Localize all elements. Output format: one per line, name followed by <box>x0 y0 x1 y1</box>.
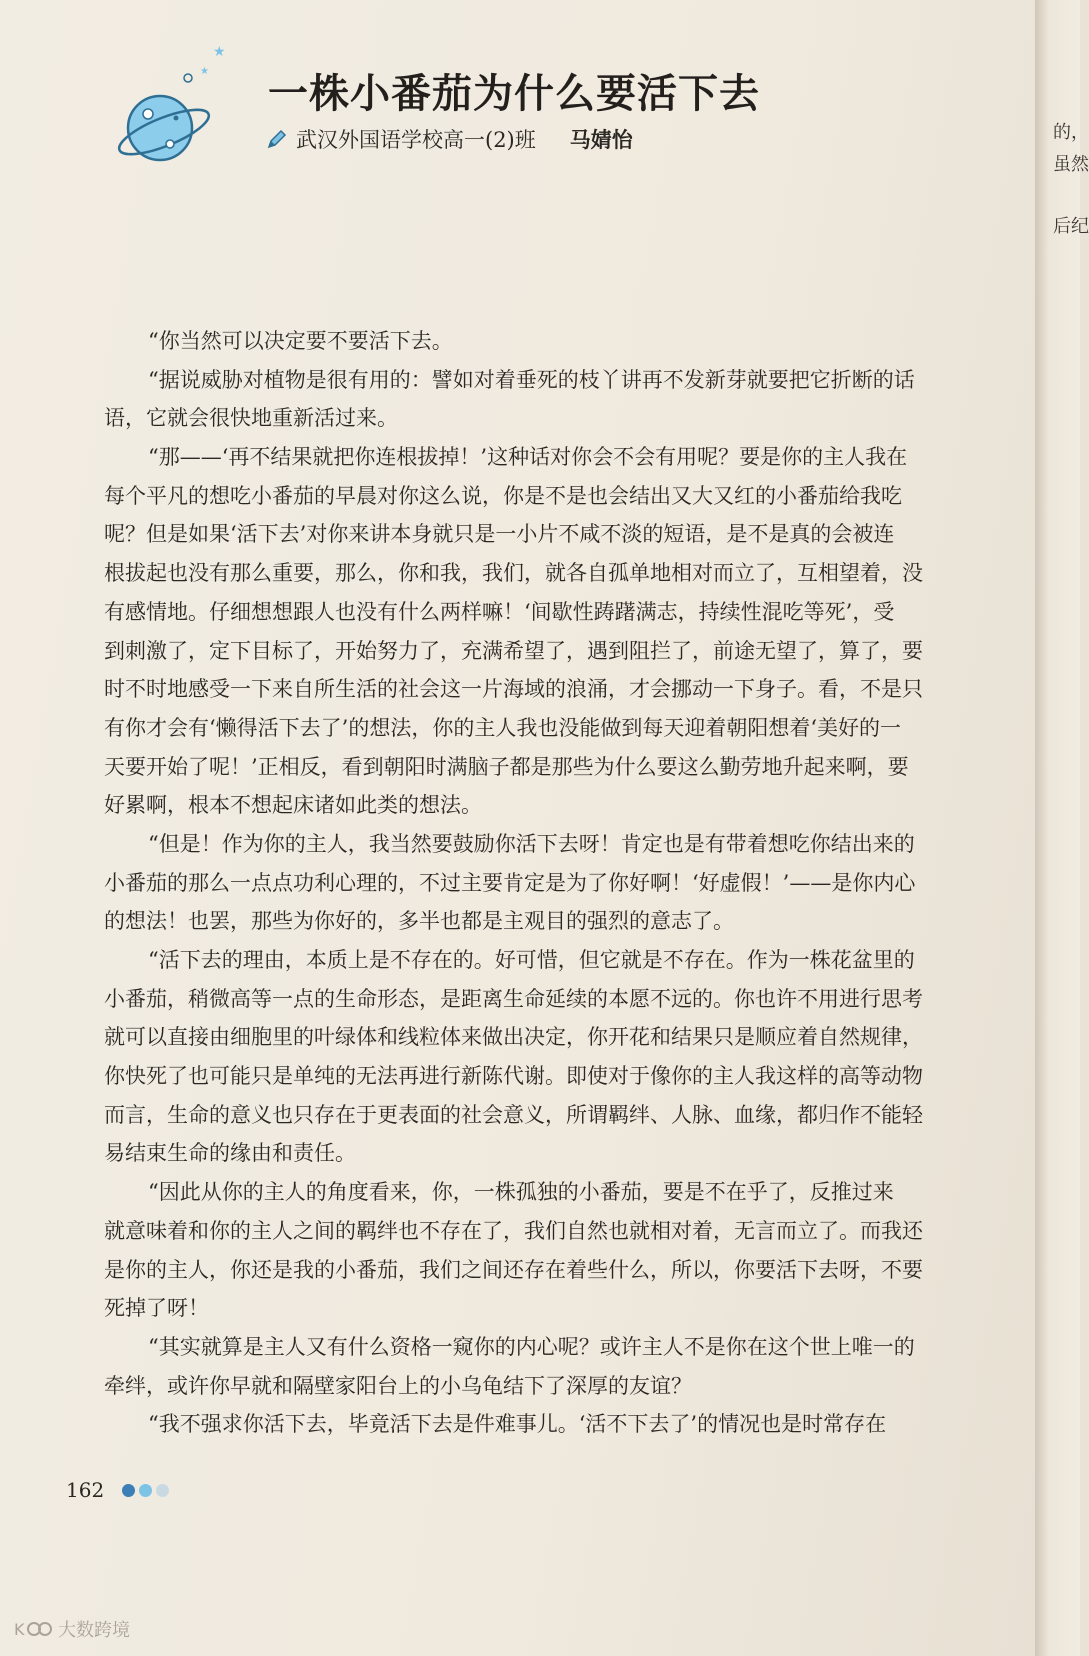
watermark-logo-icon <box>14 1617 52 1641</box>
body-text-line: 时不时地感受一下来自所生活的社会这一片海域的浪涌，才会挪动一下身子。看，不是只 <box>104 677 923 702</box>
body-text-line: 好累啊，根本不想起床诸如此类的想法。 <box>104 793 482 818</box>
byline <box>266 124 633 154</box>
adjacent-page-text: 虽然 <box>1053 154 1089 175</box>
body-text-line: 有你才会有‘懒得活下去了’的想法，你的主人我也没能做到每天迎着朝阳想着‘美好的一 <box>104 715 902 740</box>
svg-text:★: ★ <box>200 66 209 77</box>
body-text-line: 小番茄，稍微高等一点的生命形态，是距离生命延续的本愿不远的。你也许不用进行思考 <box>104 986 923 1011</box>
body-text-line: “因此从你的主人的角度看来，你，一株孤独的小番茄，要是不在乎了，反推过来 <box>148 1180 894 1205</box>
pencil-icon <box>266 128 288 150</box>
body-text-line: 牵绊，或许你早就和隔壁家阳台上的小乌龟结下了深厚的友谊？ <box>104 1373 692 1398</box>
svg-text:K: K <box>14 1620 25 1639</box>
dot-icon <box>156 1484 169 1497</box>
adjacent-page-text: 的， <box>1053 122 1089 143</box>
dot-icon <box>139 1484 152 1497</box>
body-text-line: 每个平凡的想吃小番茄的早晨对你这么说，你是不是也会结出又大又红的小番茄给我吃 <box>104 483 902 508</box>
body-text-line: 语，它就会很快地重新活过来。 <box>104 406 398 431</box>
body-text-line: “但是！作为你的主人，我当然要鼓励你活下去呀！肯定也是有带着想吃你结出来的 <box>148 831 915 856</box>
body-text-line: 就可以直接由细胞里的叶绿体和线粒体来做出决定，你开花和结果只是顺应着自然规律， <box>104 1025 923 1050</box>
body-text-line: 的想法！也罢，那些为你好的，多半也都是主观目的强烈的意志了。 <box>104 909 734 934</box>
body-text-line: 死掉了呀！ <box>104 1296 209 1321</box>
body-text-line: 呢？但是如果‘活下去’对你来讲本身就只是一小片不咸不淡的短语，是不是真的会被连 <box>104 522 895 547</box>
body-text-line: 就意味着和你的主人之间的羁绊也不存在了，我们自然也就相对着，无言而立了。而我还 <box>104 1218 923 1243</box>
body-text-line: 你快死了也可能只是单纯的无法再进行新陈代谢。即使对于像你的主人我这样的高等动物 <box>104 1064 923 1089</box>
body-text-line: 而言，生命的意义也只存在于更表面的社会意义，所谓羁绊、人脉、血缘，都归作不能轻 <box>104 1102 923 1127</box>
body-text-line: “你当然可以决定要不要活下去。 <box>148 329 453 353</box>
body-text-line: 到刺激了，定下目标了，开始努力了，充满希望了，遇到阻拦了，前途无望了，算了，要 <box>104 638 923 663</box>
body-text-line: “据说威胁对植物是很有用的：譬如对着垂死的枝丫讲再不发新芽就要把它折断的话 <box>148 367 915 392</box>
dot-icon <box>122 1484 135 1497</box>
body-text-line: “活下去的理由，本质上是不存在的。好可惜，但它就是不存在。作为一株花盆里的 <box>148 948 915 972</box>
body-text-line: “那——‘再不结果就把你连根拔掉！’这种话对你会不会有用呢？要是你的主人我在 <box>148 445 908 470</box>
body-text-line: 有感情地。仔细想想跟人也没有什么两样嘛！‘间歇性踌躇满志，持续性混吃等死’，受 <box>104 599 895 624</box>
author-school: 武汉外国语学校高一(2)班 <box>296 128 536 152</box>
adjacent-page-text: 后纪 <box>1053 216 1089 237</box>
adjacent-page-edge <box>1035 0 1089 1656</box>
page-footer <box>66 1472 173 1508</box>
body-text-line: 小番茄的那么一点点功利心理的，不过主要肯定是为了你好啊！‘好虚假！’——是你内心 <box>104 870 916 895</box>
watermark <box>14 1614 130 1644</box>
article-body <box>104 322 1016 1444</box>
body-text-line: 根拔起也没有那么重要，那么，你和我，我们，就各自孤单地相对而立了，互相望着，没 <box>104 561 923 586</box>
body-text-line: 天要开始了呢！’正相反，看到朝阳时满脑子都是那些为什么要这么勤劳地升起来啊，要 <box>104 754 909 779</box>
watermark-text: 大数跨境 <box>58 1620 130 1641</box>
svg-text:★: ★ <box>213 44 226 60</box>
page-number: 162 <box>66 1478 105 1502</box>
article-title: 一株小番茄为什么要活下去 <box>268 70 760 117</box>
body-text-line: 是你的主人，你还是我的小番茄，我们之间还存在着些什么，所以，你要活下去呀，不要 <box>104 1257 923 1282</box>
planet-icon <box>118 44 238 188</box>
decorative-dots <box>122 1484 173 1497</box>
body-text-line: “其实就算是主人又有什么资格一窥你的内心呢？或许主人不是你在这个世上唯一的 <box>148 1334 915 1359</box>
author-name: 马婧怡 <box>569 127 633 152</box>
body-text-line: 易结束生命的缘由和责任。 <box>104 1141 356 1166</box>
body-text-line: “我不强求你活下去，毕竟活下去是件难事儿。‘活不下去了’的情况也是时常存在 <box>148 1412 887 1437</box>
